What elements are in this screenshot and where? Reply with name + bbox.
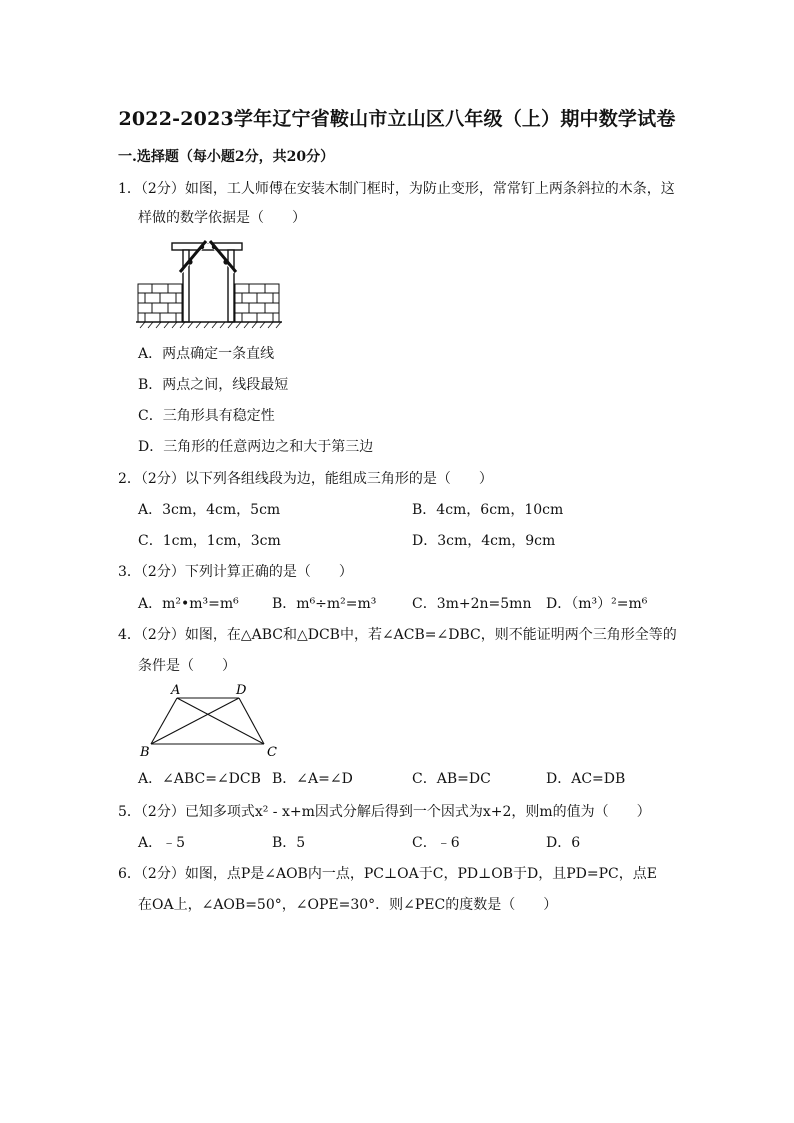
- q3-option-b[interactable]: B．m⁶÷m²=m³: [272, 596, 377, 612]
- q6-stem-line1: 6．（2分）如图，点P是∠AOB内一点，PC⊥OA于C，PD⊥OB于D，且PD=PC，点E: [118, 866, 657, 882]
- q3-option-c[interactable]: C．3m+2n=5mn: [412, 596, 532, 612]
- q1-option-d[interactable]: D．三角形的任意两边之和大于第三边: [138, 439, 374, 455]
- q5-stem: 5．（2分）已知多项式x² - x+m因式分解后得到一个因式为x+2，则m的值为（ ）: [118, 804, 651, 820]
- q2-option-b[interactable]: B．4cm，6cm，10cm: [412, 502, 564, 518]
- q4-option-d[interactable]: D．AC=DB: [546, 771, 626, 787]
- q4-stem-line1: 4．（2分）如图，在△ABC和△DCB中，若∠ACB=∠DBC，则不能证明两个三角形全等的: [118, 627, 677, 643]
- q4-option-c[interactable]: C．AB=DC: [412, 771, 491, 787]
- q1-option-b[interactable]: B．两点之间，线段最短: [138, 377, 289, 393]
- q2-stem: 2．（2分）以下列各组线段为边，能组成三角形的是（ ）: [118, 471, 493, 487]
- q3-stem: 3．（2分）下列计算正确的是（ ）: [118, 564, 353, 580]
- fig-label-b: B: [140, 745, 150, 760]
- fig-label-a: A: [171, 683, 181, 698]
- q5-option-a[interactable]: A．﹣5: [138, 835, 186, 851]
- fig-label-c: C: [267, 745, 277, 760]
- q4-stem-line2: 条件是（ ）: [138, 658, 236, 674]
- q5-option-c[interactable]: C．﹣6: [412, 835, 460, 851]
- q5-option-d[interactable]: D．6: [546, 835, 581, 851]
- q1-option-a[interactable]: A．两点确定一条直线: [138, 346, 275, 362]
- q1-stem-line2: 样做的数学依据是（ ）: [138, 210, 306, 226]
- fig-label-d: D: [236, 683, 247, 698]
- q2-option-c[interactable]: C．1cm，1cm，3cm: [138, 533, 281, 549]
- q2-option-a[interactable]: A．3cm，4cm，5cm: [138, 502, 281, 518]
- q4-option-a[interactable]: A．∠ABC=∠DCB: [138, 771, 261, 787]
- q1-door-frame-figure: [136, 238, 282, 330]
- page-title: 2022-2023学年辽宁省鞍山市立山区八年级（上）期中数学试卷: [118, 108, 676, 130]
- q3-option-a[interactable]: A．m²•m³=m⁶: [138, 596, 239, 612]
- section-heading: 一.选择题（每小题2分，共20分）: [118, 149, 335, 165]
- q1-stem-line1: 1．（2分）如图，工人师傅在安装木制门框时，为防止变形，常常钉上两条斜拉的木条，这: [118, 181, 675, 197]
- q5-option-b[interactable]: B．5: [272, 835, 306, 851]
- q6-stem-line2: 在OA上，∠AOB=50°，∠OPE=30°．则∠PEC的度数是（ ）: [138, 897, 558, 913]
- q2-option-d[interactable]: D．3cm，4cm，9cm: [412, 533, 556, 549]
- q1-option-c[interactable]: C．三角形具有稳定性: [138, 408, 275, 424]
- q4-option-b[interactable]: B．∠A=∠D: [272, 771, 353, 787]
- q4-triangles-figure: [136, 680, 286, 762]
- q3-option-d[interactable]: D．（m³）²=m⁶: [546, 596, 648, 612]
